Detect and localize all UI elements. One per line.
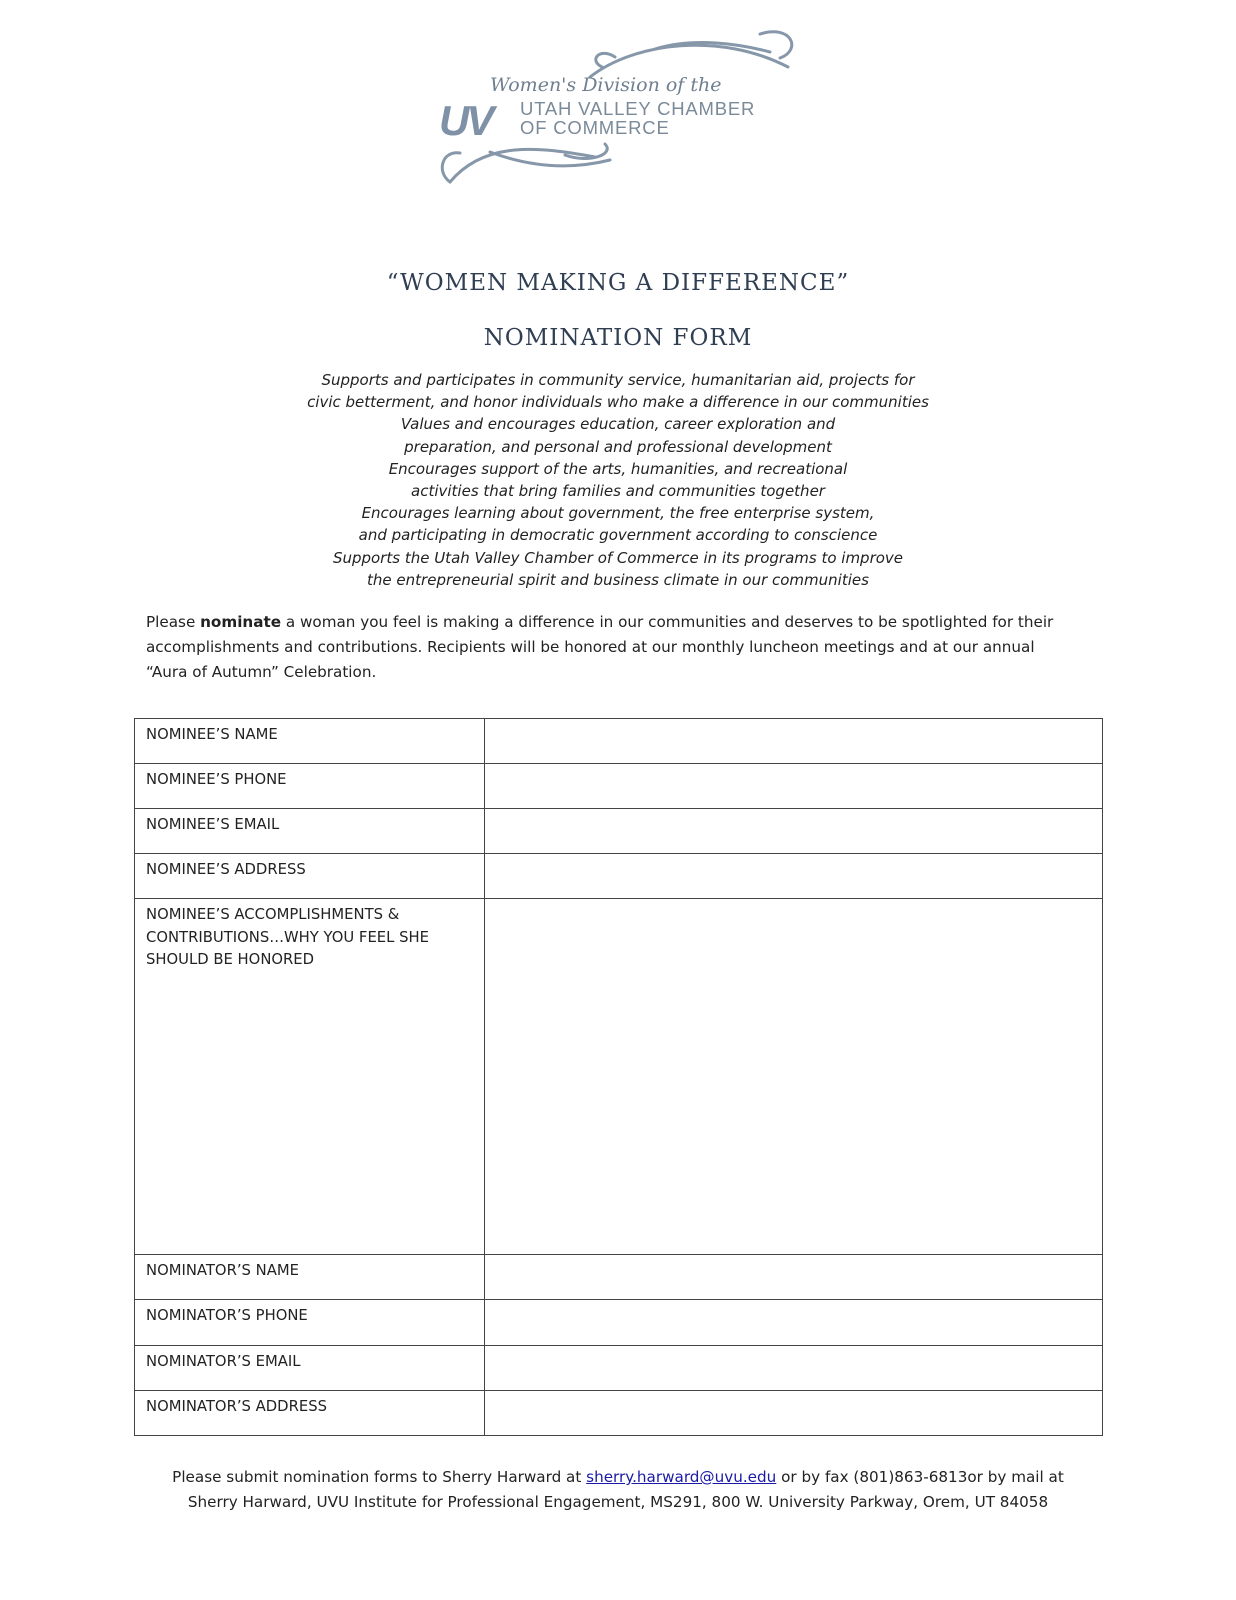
mission-line: preparation, and personal and professional development [404,437,832,456]
footer-line-1 [0,1465,1236,1490]
submission-instructions [0,1465,1236,1515]
nominator-name-label: NOMINATOR’S NAME [135,1255,485,1300]
form-row-nominee-email [135,809,1103,854]
nominator-address-field[interactable] [485,1391,1103,1436]
form-row-accomplishments [135,899,1103,1255]
nominee-email-field[interactable] [485,809,1103,854]
nominator-email-field[interactable] [485,1346,1103,1391]
accomplishments-label: NOMINEE’S ACCOMPLISHMENTS & CONTRIBUTIONS…WHY YOU FEEL SHE SHOULD BE HONORED [135,899,485,1255]
nominator-phone-field[interactable] [485,1300,1103,1346]
mission-line: Supports the Utah Valley Chamber of Commerce in its programs to improve [332,548,904,567]
intro-text-pre: Please [146,613,201,631]
nominee-name-field[interactable] [485,719,1103,764]
email-link[interactable]: sherry.harward@uvu.edu [586,1468,777,1486]
mission-line: and participating in democratic government according to conscience [358,526,878,545]
page-title: “WOMEN MAKING A DIFFERENCE” [386,270,850,296]
intro-text-post: a woman you feel is making a difference in our communities and deserves to be spotlighted for their accomplishments and contributions. Recipients will be honored at our monthly luncheon meetings and at our annual “Aura of Autumn” Celebration. [146,613,1054,681]
logo-line-1: UTAH VALLEY CHAMBER [520,98,756,119]
mission-line: Supports and participates in community service, humanitarian aid, projects for [321,371,915,389]
mission-line: Encourages support of the arts, humanities, and recreational [388,459,848,478]
footer-text-post: or by fax (801)863-6813or by mail at [776,1468,1064,1486]
nominee-email-label: NOMINEE’S EMAIL [135,809,485,854]
accomplishments-field[interactable] [485,899,1103,1255]
footer-text-pre: Please submit nomination forms to Sherry Harward at [172,1468,587,1486]
mission-line: Values and encourages education, career exploration and [400,415,836,434]
form-row-nominator-email [135,1346,1103,1391]
intro-bold-word: nominate [200,613,282,631]
footer-line-2: Sherry Harward, UVU Institute for Professional Engagement, MS291, 800 W. University Parkway, Orem, UT 84058 [187,1493,1049,1511]
intro-paragraph [146,610,1066,685]
form-row-nominee-name [135,719,1103,764]
nominee-address-field[interactable] [485,854,1103,899]
nominator-email-label: NOMINATOR’S EMAIL [135,1346,485,1391]
chamber-logo [420,22,820,202]
logo-line-2: OF COMMERCE [520,117,670,138]
nominator-address-label: NOMINATOR’S ADDRESS [135,1391,485,1436]
logo-script-text: Women's Division of the [490,74,722,96]
mission-line: civic betterment, and honor individuals who make a difference in our communities [307,393,929,412]
form-row-nominee-address [135,854,1103,899]
mission-line: Encourages learning about government, the free enterprise system, [361,504,875,523]
form-row-nominee-phone [135,764,1103,809]
page-subtitle: NOMINATION FORM [483,325,753,351]
form-row-nominator-address [135,1391,1103,1436]
nominee-name-label: NOMINEE’S NAME [135,719,485,764]
nominee-phone-field[interactable] [485,764,1103,809]
nominator-name-field[interactable] [485,1255,1103,1300]
mission-line: activities that bring families and communities together [411,482,825,501]
nomination-form-table [134,718,1103,1436]
nominator-phone-label: NOMINATOR’S PHONE [135,1300,485,1346]
nominee-address-label: NOMINEE’S ADDRESS [135,854,485,899]
uv-logo-mark: UV [439,97,492,144]
nominee-phone-label: NOMINEE’S PHONE [135,764,485,809]
mission-line: the entrepreneurial spirit and business climate in our communities [367,570,869,589]
form-row-nominator-name [135,1255,1103,1300]
mission-statement [218,369,1018,591]
form-row-nominator-phone [135,1300,1103,1346]
